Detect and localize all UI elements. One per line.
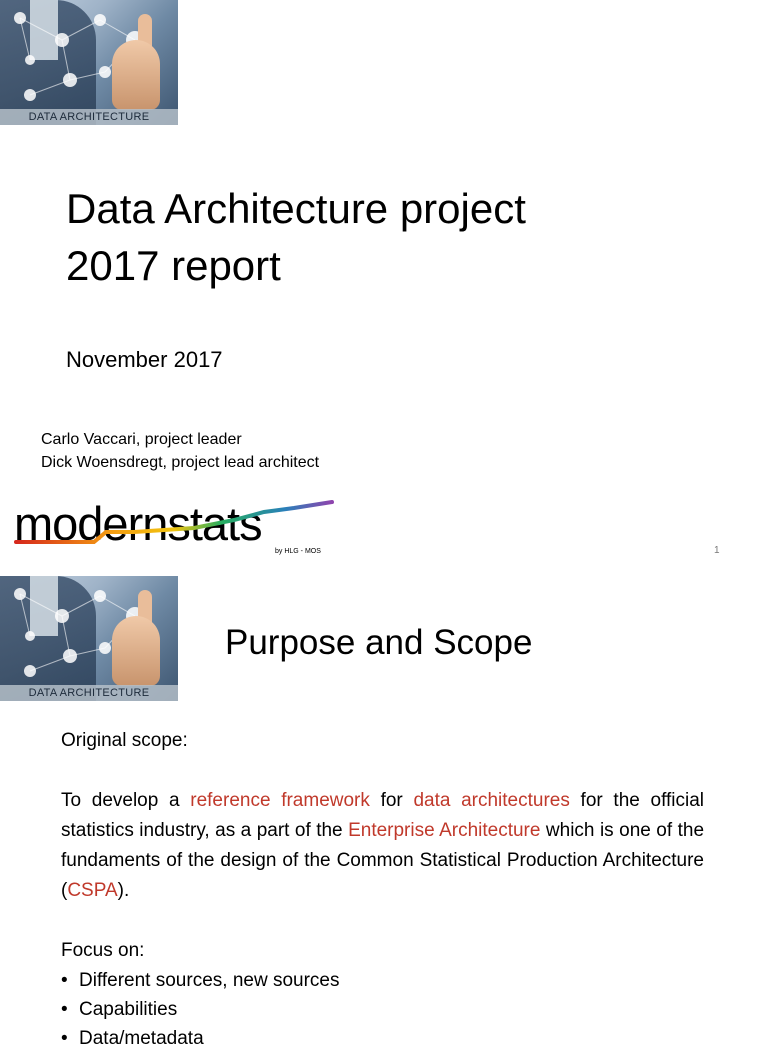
link-cspa: CSPA bbox=[67, 880, 118, 901]
focus-label: Focus on: bbox=[61, 940, 145, 961]
list-item: • Data/metadata bbox=[61, 1024, 704, 1053]
list-item: • Different sources, new sources bbox=[61, 966, 704, 995]
slide-body bbox=[61, 726, 704, 1053]
original-scope-label: Original scope: bbox=[61, 730, 188, 751]
presentation-date: November 2017 bbox=[66, 347, 223, 372]
data-architecture-banner-image bbox=[0, 0, 178, 125]
scope-paragraph: To develop a reference framework for data architectures for the official statistics industry, as a part of the Enterprise Architecture which is one of the fundaments of the design of the Common Statistical Production Architecture (CSPA). bbox=[61, 790, 705, 901]
link-reference-framework: reference framework bbox=[190, 790, 370, 811]
purpose-scope-slide bbox=[0, 576, 768, 1049]
page-number: 1 bbox=[714, 545, 720, 556]
list-item: • Capabilities bbox=[61, 995, 704, 1024]
banner-caption: DATA ARCHITECTURE bbox=[0, 109, 178, 125]
link-data-architectures: data architectures bbox=[413, 790, 570, 811]
title-line-1: Data Architecture project bbox=[66, 185, 526, 232]
author-1: Carlo Vaccari, project leader bbox=[41, 431, 242, 448]
title-line-2: 2017 report bbox=[66, 242, 281, 289]
focus-list bbox=[61, 966, 704, 1053]
link-enterprise-architecture: Enterprise Architecture bbox=[348, 820, 541, 841]
slide-title: Purpose and Scope bbox=[225, 623, 533, 662]
logo-subtitle: by HLG - MOS bbox=[275, 548, 321, 555]
data-architecture-banner-image bbox=[0, 576, 178, 701]
presentation-title bbox=[66, 180, 686, 294]
logo-text: modernstats bbox=[14, 497, 262, 550]
banner-caption: DATA ARCHITECTURE bbox=[0, 685, 178, 701]
author-2: Dick Woensdregt, project lead architect bbox=[41, 454, 320, 471]
authors bbox=[41, 428, 319, 474]
